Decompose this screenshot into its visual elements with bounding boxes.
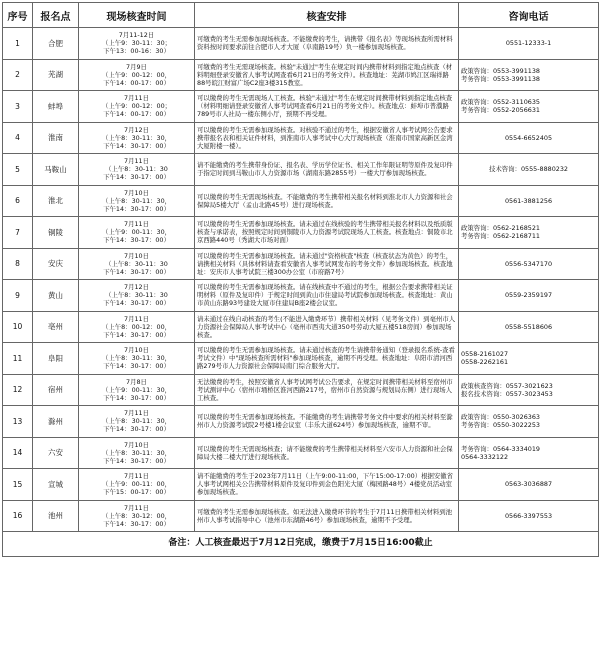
row-time <box>79 28 195 60</box>
row-phone <box>459 217 599 249</box>
row-phone <box>459 154 599 186</box>
time-line: 下午14：30-17：00） <box>103 204 170 213</box>
time-line: （上午8：30-12：00， <box>101 511 172 520</box>
table-row <box>3 469 599 501</box>
row-site: 合肥 <box>33 28 79 60</box>
time-line: 7月11日 <box>124 503 149 512</box>
row-phone <box>459 91 599 123</box>
table-row <box>3 248 599 280</box>
row-site: 六安 <box>33 437 79 469</box>
row-time <box>79 469 195 501</box>
row-index: 7 <box>3 217 33 249</box>
time-line: 7月8日 <box>126 377 147 386</box>
row-index: 4 <box>3 122 33 154</box>
row-site: 宣城 <box>33 469 79 501</box>
row-arrangement: 可以缴费的考生无需参加现场核查。对核验不通过的考生，根据安徽省人事考试网公告要求携带报名表和相关证件材料，到淮南市人事考试中心大厅现场核查（淮南市国家高新区金湾大厦附楼一楼）。 <box>195 122 459 154</box>
time-line: 下午14：30-17：00） <box>103 519 170 528</box>
row-phone <box>459 185 599 217</box>
row-phone <box>459 406 599 438</box>
phone-line: 0556-5347170 <box>504 259 553 268</box>
row-site: 黄山 <box>33 280 79 312</box>
row-index: 8 <box>3 248 33 280</box>
footer-note: 备注：人工核查最迟于7月12日完成，缴费于7月15日16:00截止 <box>3 532 599 557</box>
row-index: 15 <box>3 469 33 501</box>
time-line: （上午9：00-12：00， <box>101 70 172 79</box>
time-line: 下午14：30-17：00） <box>103 330 170 339</box>
row-time <box>79 217 195 249</box>
row-arrangement: 请不能缴费的考生于2023年7月11日（上午9:00-11:00，下午15:00-17:00）根据安徽省人事考试网相关公告携带材料原件及复印件到金色阳光大厦（梅园路48号）4楼党员活动室参加现场核查。 <box>195 469 459 501</box>
row-time <box>79 406 195 438</box>
phone-line: 0551-12333-1 <box>505 39 552 48</box>
time-line: 7月11-12日 <box>118 31 155 40</box>
row-arrangement: 可以缴费的考生无需参加现场核查。请在线核查中不通过的考生，根据公告要求携带相关证明材料（原件及复印件）于规定时间到黄山市住建局考试院参加现场核查。核查地址：黄山市黄山东路93号建设大厦市住建局B座2楼会议室。 <box>195 280 459 312</box>
header-phone: 咨询电话 <box>459 3 599 28</box>
time-line: （上午8：30-11：30， <box>101 354 172 363</box>
time-line: （上午8：30-11：30， <box>101 133 172 142</box>
phone-line: 0566-3397553 <box>504 511 553 520</box>
row-index: 12 <box>3 374 33 406</box>
row-phone <box>459 437 599 469</box>
table-row <box>3 343 599 375</box>
row-site: 芜湖 <box>33 59 79 91</box>
row-phone <box>459 280 599 312</box>
row-arrangement: 可以缴费的考生无需参加现场核查。请未通过在线核验的考生携带相关报名材料以及纸质版核查与承诺表，按照规定时间到铜陵市人力资源考试院现场人工核查。核查地点：铜陵市北京西路440号（秀湖大市场对面） <box>195 217 459 249</box>
time-line: （上午8：30-11：30 <box>105 291 168 300</box>
row-phone <box>459 248 599 280</box>
phone-line: 0564-3332122 <box>461 452 509 461</box>
row-site: 池州 <box>33 500 79 532</box>
time-line: （上午9：30-11：30； <box>101 39 172 48</box>
phone-line: 0558-2161027 <box>461 350 509 359</box>
table-row <box>3 217 599 249</box>
row-phone <box>459 343 599 375</box>
time-line: 下午13：00-16：30） <box>103 47 170 56</box>
phone-line: 政策核查咨询：0557-3021623 <box>461 381 553 390</box>
table-row <box>3 122 599 154</box>
phone-line: 考务咨询：0552-2056631 <box>461 106 540 115</box>
row-site: 阜阳 <box>33 343 79 375</box>
phone-line: 0558-2262161 <box>461 358 509 367</box>
row-index: 5 <box>3 154 33 186</box>
time-line: 下午14：30-17：00） <box>103 141 170 150</box>
row-site: 马鞍山 <box>33 154 79 186</box>
row-arrangement: 可缴费的考生无需参加现场核查。不能缴费的考生，请携带《报名表》等现场核查所需材料资料按时间要求前往合肥市人才大厦（阜南路19号）负一楼参加现场核查。 <box>195 28 459 60</box>
row-arrangement: 请不能缴费的考生携带身份证、报名表、学历学位证书、相关工作年限证明等原件及复印件于指定时间到马鞍山市人力资源市场（湖南东路2855号）一楼大厅参加现场核查。 <box>195 154 459 186</box>
phone-line: 0561-3881256 <box>504 196 553 205</box>
row-time <box>79 248 195 280</box>
header-index: 序号 <box>3 3 33 28</box>
footer-row <box>3 532 599 557</box>
row-site: 淮南 <box>33 122 79 154</box>
row-arrangement: 可以缴费的考生无需现场核查；请不能缴费的考生携带相关材料至六安市人力资源和社会保障局大楼二楼大厅进行现场核查。 <box>195 437 459 469</box>
phone-line: 0558-5518606 <box>504 322 553 331</box>
time-line: （上午8：00-12：00， <box>101 322 172 331</box>
time-line: 下午14：00-17：00） <box>103 78 170 87</box>
row-phone <box>459 500 599 532</box>
time-line: 7月10日 <box>124 440 149 449</box>
row-site: 淮北 <box>33 185 79 217</box>
time-line: 7月10日 <box>124 251 149 260</box>
row-phone <box>459 374 599 406</box>
row-time <box>79 59 195 91</box>
phone-line: 政策咨询：0562-2168521 <box>461 224 540 233</box>
row-index: 13 <box>3 406 33 438</box>
row-index: 9 <box>3 280 33 312</box>
table-row <box>3 185 599 217</box>
time-line: 7月10日 <box>124 188 149 197</box>
row-index: 10 <box>3 311 33 343</box>
phone-line: 政策咨询：0553-3991138 <box>461 66 540 75</box>
time-line: （上午9：00-11：30， <box>101 228 172 237</box>
header-time: 现场核查时间 <box>79 3 195 28</box>
phone-line: 0559-2359197 <box>504 291 553 300</box>
row-time <box>79 154 195 186</box>
time-line: 下午14：30-17：00） <box>103 267 170 276</box>
row-index: 3 <box>3 91 33 123</box>
row-phone <box>459 59 599 91</box>
row-time <box>79 122 195 154</box>
row-arrangement: 可以缴费的考生无需参加现场核查。不能缴费的考生请携带考务文件中要求的相关材料至滁州市人力资源考试院2号楼1楼会议室（丰乐大道624号）参加现场核查，逾期不审。 <box>195 406 459 438</box>
row-arrangement: 可以缴费的考生无需现场核查。不能缴费的考生携带相关报名材料到淮北市人力资源和社会保障局5楼大厅（孟山北路45号）进行现场核查。 <box>195 185 459 217</box>
row-arrangement: 无法缴费的考生，按照安徽省人事考试网考试公告要求，在规定时间携带相关材料至宿州市考试测评中心（宿州市埇桥区淮河西路217号，宿州市自然资源与规划局东侧）进行现场人工核查。 <box>195 374 459 406</box>
table-row <box>3 311 599 343</box>
time-line: 下午14：00-17：00） <box>103 110 170 119</box>
phone-line: 考务咨询：0562-2168711 <box>461 232 540 241</box>
table-row <box>3 28 599 60</box>
row-time <box>79 311 195 343</box>
row-site: 亳州 <box>33 311 79 343</box>
table-row <box>3 374 599 406</box>
row-index: 16 <box>3 500 33 532</box>
time-line: （上午8：30-11：30， <box>101 196 172 205</box>
row-phone <box>459 28 599 60</box>
row-phone <box>459 311 599 343</box>
row-time <box>79 437 195 469</box>
time-line: 下午14：30-17：00） <box>103 425 170 434</box>
row-arrangement: 可缴费的考生无需参加现场核查。如无法进入缴费环节的考生于7月11日携带相关材料到池州市人事考试指导中心（池州市东湖路46号）参加现场核查，逾期不予受理。 <box>195 500 459 532</box>
table-header-row <box>3 3 599 28</box>
time-line: 7月12日 <box>124 125 149 134</box>
phone-line: 0554-6652405 <box>504 133 553 142</box>
row-arrangement: 可以缴费的考生无需参加现场核查。请未通过"资格核查"核查（核查状态为黄色）的考生，请携相关材料（具体材料请查看安徽省人事考试网发布的考务文件）参加现场核查。核查地址：安庆市人事考试院三楼300办公室（市府路7号） <box>195 248 459 280</box>
header-site: 报名点 <box>33 3 79 28</box>
header-arrangement: 核查安排 <box>195 3 459 28</box>
time-line: 下午14：30-17：00） <box>103 236 170 245</box>
time-line: 下午14：30-17：00） <box>103 299 170 308</box>
row-phone <box>459 469 599 501</box>
table-row <box>3 280 599 312</box>
time-line: 7月11日 <box>124 157 149 166</box>
time-line: 下午14：30-17：00） <box>103 362 170 371</box>
row-time <box>79 185 195 217</box>
row-site: 安庆 <box>33 248 79 280</box>
row-index: 1 <box>3 28 33 60</box>
time-line: 7月10日 <box>124 346 149 355</box>
phone-line: 考务咨询：0564-3334019 <box>461 444 540 453</box>
time-line: 7月12日 <box>124 283 149 292</box>
time-line: （上午8：30-11：30 <box>105 165 168 174</box>
row-index: 6 <box>3 185 33 217</box>
row-arrangement: 可以缴费的考生无需现场人工核查。核验"未通过"考生在规定时间携带材料到指定地点核查（材料明细请登录安徽省人事考试网查看6月21日的考务文件）。核查地点：蚌埠市普濮路789号市人社局一楼东侧小厅，预期不再受理。 <box>195 91 459 123</box>
phone-line: 考务咨询：0553-3991138 <box>461 74 540 83</box>
phone-line: 报名技术咨询：0557-3023453 <box>461 389 553 398</box>
row-site: 滁州 <box>33 406 79 438</box>
table-row <box>3 500 599 532</box>
phone-line: 政策咨询：0552-3110635 <box>461 98 540 107</box>
time-line: （上午9：00-12：00； <box>101 102 172 111</box>
table-row <box>3 437 599 469</box>
time-line: （上午8：30-11：30 <box>105 259 168 268</box>
table-row <box>3 59 599 91</box>
time-line: 下午15：00-17：00） <box>103 488 170 497</box>
phone-line: 0563-3036887 <box>504 480 553 489</box>
table-row <box>3 91 599 123</box>
time-line: 7月11日 <box>124 409 149 418</box>
time-line: 7月11日 <box>124 472 149 481</box>
row-index: 11 <box>3 343 33 375</box>
time-line: 7月11日 <box>124 314 149 323</box>
row-time <box>79 91 195 123</box>
time-line: 下午14：30-17：00） <box>103 173 170 182</box>
row-time <box>79 500 195 532</box>
time-line: 下午14：30-17：00） <box>103 456 170 465</box>
row-site: 铜陵 <box>33 217 79 249</box>
row-arrangement: 可缴费的考生无需现场核查。核验"未通过"考生在规定时间内携带材料到指定地点核查（材料明细登录安徽省人事考试网查看6月21日的考务文件）。核查地址：芜湖市鸠江区瑞祥路88号皖江财富广场C2座3楼315教室。 <box>195 59 459 91</box>
phone-line: 政策咨询：0550-3026363 <box>461 413 540 422</box>
row-arrangement: 可以缴费的考生无需参加现场核查。请未通过核查的考生请携带务通知（登录报名系统-查看考试文件）中"现场核查所需材料"参加现场核查，逾期不再受理。核查地址：阜阳市清河西路279号市人力资源社会保障局南门综合服务大厅。 <box>195 343 459 375</box>
row-time <box>79 343 195 375</box>
row-index: 2 <box>3 59 33 91</box>
phone-line: 考务咨询：0550-3022253 <box>461 421 540 430</box>
time-line: 7月11日 <box>124 220 149 229</box>
row-index: 14 <box>3 437 33 469</box>
verification-schedule-table <box>2 2 599 557</box>
table-row <box>3 154 599 186</box>
time-line: （上午9：00-11：30， <box>101 385 172 394</box>
time-line: 7月9日 <box>126 62 147 71</box>
time-line: 7月11日 <box>124 94 149 103</box>
time-line: （上午8：30-11：30， <box>101 417 172 426</box>
row-site: 蚌埠 <box>33 91 79 123</box>
table-row <box>3 406 599 438</box>
row-phone <box>459 122 599 154</box>
time-line: （上午9：00-11：00， <box>101 480 172 489</box>
row-time <box>79 280 195 312</box>
phone-line: 技术咨询：0555-8880232 <box>489 165 568 174</box>
time-line: （上午8：30-11：30， <box>101 448 172 457</box>
row-arrangement: 请未通过在线自动核查的考生(不能进入缴费环节）携带相关材料（见考务文件）到亳州市人力资源社会保障局人事考试中心（亳州市西夷大道350号劳动大厦五楼518房间）参加现场核查。 <box>195 311 459 343</box>
row-time <box>79 374 195 406</box>
time-line: 下午14：30-17：00） <box>103 393 170 402</box>
row-site: 宿州 <box>33 374 79 406</box>
